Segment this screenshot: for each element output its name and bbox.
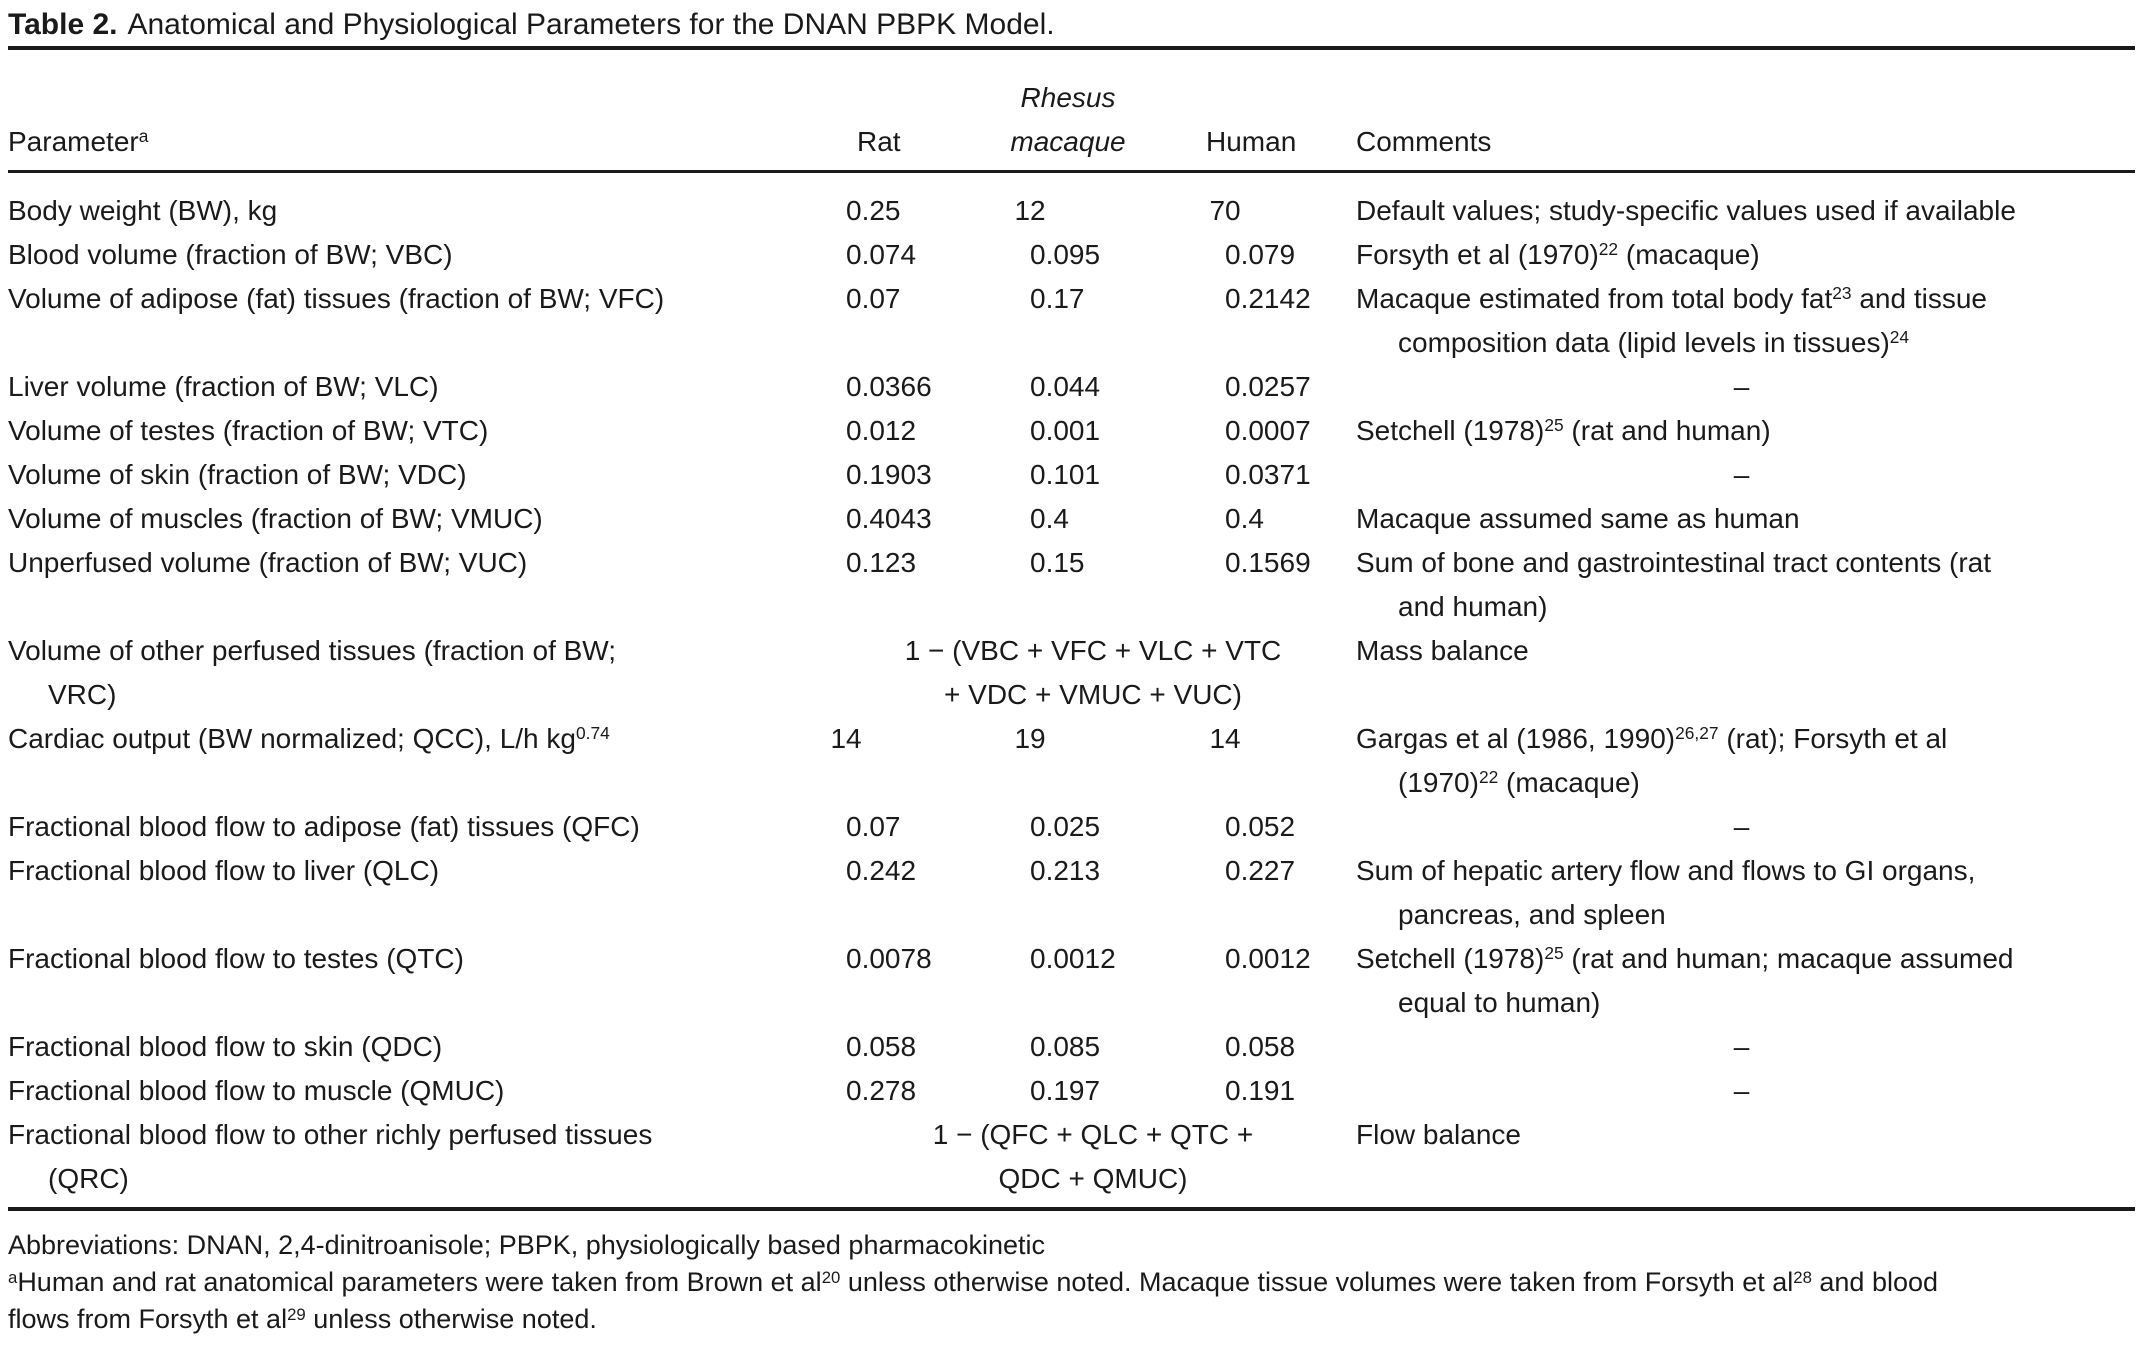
table-row	[8, 497, 2135, 541]
comment-cell: Setchell $(1978)^{25}$ (rat and human)	[1356, 415, 1771, 446]
comment-cell: Macaque estimated from total body fat$^{23}$ and tissue composition data (lipid levels in tissues)$^{24}$	[1356, 283, 1987, 358]
numeric-value: 0.227	[1225, 855, 1296, 886]
numeric-value: 0.4043	[846, 503, 932, 534]
macaque-line: macaque	[1010, 126, 1126, 157]
macaque-value-cell	[988, 805, 1148, 849]
rat-value-cell	[838, 409, 988, 453]
parameter-cell: Volume of skin (fraction of BW; VDC)	[8, 459, 467, 490]
rhesus-line: Rhesus	[1020, 82, 1116, 113]
human-value-cell	[1148, 849, 1348, 937]
human-value-cell	[1148, 497, 1348, 541]
table-title	[8, 4, 2135, 46]
comment-cell: Setchell $(1978)^{25}$ (rat and human; macaque assumed equal to human)	[1356, 943, 2014, 1018]
parameter-cell: Volume of testes (fraction of BW; VTC)	[8, 415, 489, 446]
macaque-value-cell	[988, 541, 1148, 629]
human-value-cell	[1148, 233, 1348, 277]
column-header-comments: Comments	[1356, 126, 1492, 157]
human-value-cell	[1148, 1069, 1348, 1113]
numeric-value: 0.074	[846, 239, 917, 270]
numeric-value: 0.101	[1030, 459, 1101, 490]
parameter-cell: Fractional blood flow to adipose (fat) tissues (QFC)	[8, 811, 640, 842]
table-number-label: Table 2.	[8, 8, 118, 41]
rat-value-cell	[838, 453, 988, 497]
numeric-value: 0.0007	[1225, 415, 1311, 446]
numeric-value: 19	[1014, 723, 1046, 754]
comment-cell: –	[1733, 1031, 1750, 1062]
numeric-value: 0.0078	[846, 943, 932, 974]
table-row	[8, 717, 2135, 805]
numeric-value: 0.213	[1030, 855, 1101, 886]
formula-line: 1 − (VBC + VFC + VLC + VTC	[904, 635, 1282, 666]
table-row	[8, 937, 2135, 1025]
column-header-human: Human	[1206, 126, 1297, 157]
formula-line: QDC + QMUC)	[998, 1163, 1188, 1194]
table-header-row	[8, 50, 2135, 170]
numeric-value: 0.058	[1225, 1031, 1296, 1062]
parameter-cell: Fractional blood flow to skin (QDC)	[8, 1031, 443, 1062]
numeric-value: 0.052	[1225, 811, 1296, 842]
comment-cell: –	[1733, 1075, 1750, 1106]
rat-value-cell	[838, 365, 988, 409]
comment-cell: Sum of bone and gastrointestinal tract contents (rat and human)	[1356, 547, 1992, 622]
numeric-value: 0.07	[846, 811, 901, 842]
numeric-value: 0.4	[1225, 503, 1264, 534]
bottom-rule	[8, 1207, 2135, 1211]
numeric-value: 0.2142	[1225, 283, 1311, 314]
macaque-value-cell	[988, 849, 1148, 937]
formula-cell	[838, 1113, 1348, 1201]
numeric-value: 0.079	[1225, 239, 1296, 270]
human-value-cell	[1148, 541, 1348, 629]
rat-value-cell	[838, 805, 988, 849]
macaque-value-cell	[988, 453, 1148, 497]
numeric-value: 0.25	[846, 195, 901, 226]
table-row	[8, 409, 2135, 453]
numeric-value: 0.0257	[1225, 371, 1311, 402]
formula-line: 1 − (QFC + QLC + QTC +	[932, 1119, 1254, 1150]
table-row	[8, 541, 2135, 629]
macaque-value-cell	[988, 365, 1148, 409]
macaque-value-cell	[988, 409, 1148, 453]
human-value-cell	[1148, 717, 1348, 805]
human-value-cell	[1148, 937, 1348, 1025]
comment-cell: Forsyth et al $(1970)^{22}$ (macaque)	[1356, 239, 1760, 270]
table-row	[8, 277, 2135, 365]
footnote-abbreviations: Abbreviations: DNAN, 2,4-dinitroanisole; PBPK, physiologically based pharmacokinetic	[8, 1230, 1046, 1260]
column-header-rhesus-macaque	[988, 76, 1148, 164]
numeric-value: 14	[830, 723, 862, 754]
rat-value-cell	[830, 717, 988, 805]
parameter-cell: Fractional blood flow to testes (QTC)	[8, 943, 464, 974]
human-value-cell	[1148, 1025, 1348, 1069]
rat-value-cell	[838, 937, 988, 1025]
numeric-value: 0.001	[1030, 415, 1101, 446]
footnote-a: $^a$Human and rat anatomical parameters were taken from Brown et $al^{20}$ unless otherwise noted. Macaque tissue volumes were taken from Forsyth et $al^{28}$ and blood flows from Forsyth et $al^{29}$ unless otherwise noted.	[8, 1267, 1939, 1334]
column-header-rat: Rat	[857, 126, 901, 157]
table-footnotes	[8, 1227, 2135, 1338]
numeric-value: 0.15	[1030, 547, 1085, 578]
comment-cell: Mass balance	[1356, 635, 1529, 666]
numeric-value: 0.242	[846, 855, 917, 886]
numeric-value: 0.0012	[1225, 943, 1311, 974]
numeric-value: 0.197	[1030, 1075, 1101, 1106]
table-caption: Anatomical and Physiological Parameters for the DNAN PBPK Model.	[127, 8, 1055, 41]
macaque-value-cell	[988, 1069, 1148, 1113]
numeric-value: 0.058	[846, 1031, 917, 1062]
parameter-cell: Fractional blood flow to muscle (QMUC)	[8, 1075, 505, 1106]
numeric-value: 0.0366	[846, 371, 932, 402]
table-row	[8, 849, 2135, 937]
rat-value-cell	[838, 1025, 988, 1069]
human-value-cell	[1148, 365, 1348, 409]
table-row	[8, 629, 2135, 717]
table-row	[8, 1113, 2135, 1201]
comment-cell: Flow balance	[1356, 1119, 1521, 1150]
human-value-cell	[1148, 189, 1348, 233]
numeric-value: 12	[1014, 195, 1046, 226]
macaque-value-cell	[988, 277, 1148, 365]
parameter-cell: Volume of adipose (fat) tissues (fraction of BW; VFC)	[8, 283, 665, 314]
table-row	[8, 189, 2135, 233]
table-row	[8, 805, 2135, 849]
numeric-value: 0.4	[1030, 503, 1069, 534]
human-value-cell	[1148, 805, 1348, 849]
numeric-value: 0.044	[1030, 371, 1101, 402]
table-row	[8, 365, 2135, 409]
comment-cell: –	[1733, 811, 1750, 842]
parameter-cell: Body weight (BW), kg	[8, 195, 278, 226]
rat-value-cell	[838, 277, 988, 365]
table-row	[8, 453, 2135, 497]
numeric-value: 0.012	[846, 415, 917, 446]
formula-cell	[838, 629, 1348, 717]
table-row	[8, 1069, 2135, 1113]
table-row	[8, 1025, 2135, 1069]
numeric-value: 0.191	[1225, 1075, 1296, 1106]
parameter-cell: Fractional blood flow to other richly perfused tissues (QRC)	[8, 1119, 653, 1194]
numeric-value: 70	[1209, 195, 1241, 226]
macaque-value-cell	[988, 717, 1148, 805]
parameter-cell: Cardiac output (BW normalized; QCC), L/h $kg^{0.74}$	[8, 723, 610, 754]
table-row	[8, 233, 2135, 277]
parameter-cell: Volume of muscles (fraction of BW; VMUC)	[8, 503, 543, 534]
comment-cell: Macaque assumed same as human	[1356, 503, 1800, 534]
numeric-value: 0.085	[1030, 1031, 1101, 1062]
numeric-value: 0.278	[846, 1075, 917, 1106]
parameter-cell: Volume of other perfused tissues (fraction of BW; VRC)	[8, 635, 617, 710]
macaque-value-cell	[988, 233, 1148, 277]
numeric-value: 0.025	[1030, 811, 1101, 842]
rat-value-cell	[838, 497, 988, 541]
comment-cell: –	[1733, 459, 1750, 490]
column-header-parameter: Parameter$^a$	[8, 126, 149, 157]
table-body	[8, 173, 2135, 1207]
rat-value-cell	[838, 189, 988, 233]
numeric-value: 0.1903	[846, 459, 932, 490]
rat-value-cell	[838, 233, 988, 277]
rat-value-cell	[838, 849, 988, 937]
human-value-cell	[1148, 409, 1348, 453]
human-value-cell	[1148, 277, 1348, 365]
comment-cell: Gargas et al (1986, 1990)$^{26,27}$ (rat); Forsyth et al $(1970)^{22}$ (macaque)	[1356, 723, 1948, 798]
human-value-cell	[1148, 453, 1348, 497]
numeric-value: 0.123	[846, 547, 917, 578]
numeric-value: 0.095	[1030, 239, 1101, 270]
parameter-cell: Blood volume (fraction of BW; VBC)	[8, 239, 453, 270]
macaque-value-cell	[988, 1025, 1148, 1069]
numeric-value: 14	[1209, 723, 1241, 754]
comment-cell: Default values; study-specific values used if available	[1356, 195, 2016, 226]
numeric-value: 0.07	[846, 283, 901, 314]
numeric-value: 0.0371	[1225, 459, 1311, 490]
comment-cell: Sum of hepatic artery flow and flows to GI organs, pancreas, and spleen	[1356, 855, 1976, 930]
parameter-cell: Liver volume (fraction of BW; VLC)	[8, 371, 439, 402]
numeric-value: 0.17	[1030, 283, 1085, 314]
numeric-value: 0.0012	[1030, 943, 1116, 974]
comment-cell: –	[1733, 371, 1750, 402]
parameter-cell: Unperfused volume (fraction of BW; VUC)	[8, 547, 528, 578]
rat-value-cell	[838, 541, 988, 629]
macaque-value-cell	[988, 189, 1148, 233]
formula-line: + VDC + VMUC + VUC)	[944, 679, 1242, 710]
numeric-value: 0.1569	[1225, 547, 1311, 578]
parameter-cell: Fractional blood flow to liver (QLC)	[8, 855, 440, 886]
macaque-value-cell	[988, 937, 1148, 1025]
macaque-value-cell	[988, 497, 1148, 541]
rat-value-cell	[838, 1069, 988, 1113]
